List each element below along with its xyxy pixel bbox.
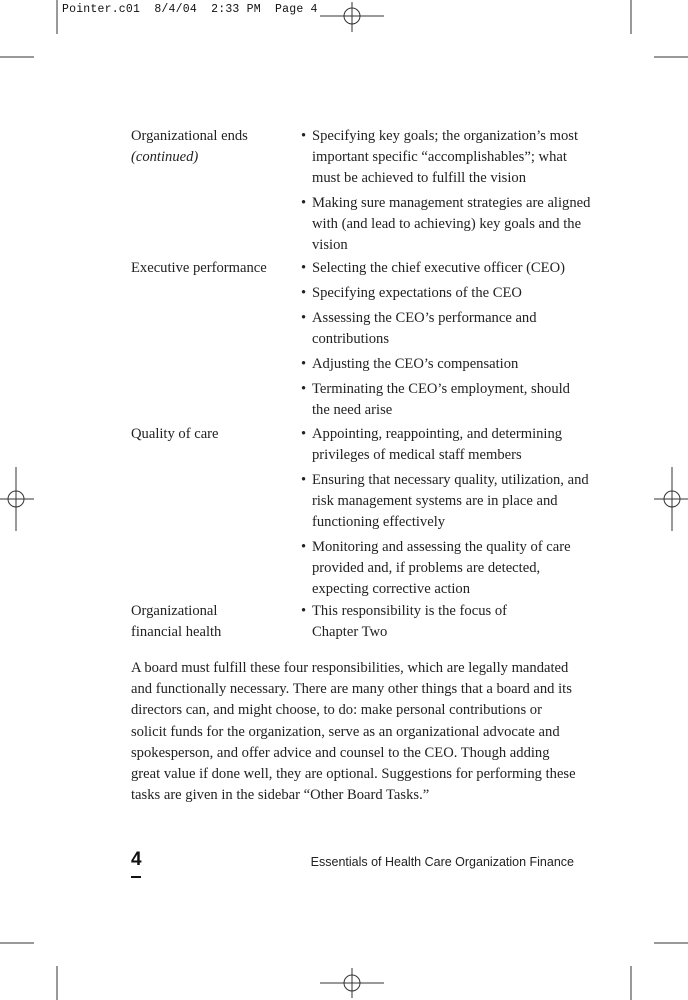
bullet-icon: • bbox=[301, 539, 307, 555]
list-item bbox=[301, 379, 591, 421]
bullet-icon: • bbox=[301, 381, 307, 397]
list-item bbox=[301, 193, 591, 256]
list-item bbox=[301, 354, 591, 375]
list-item-text: This responsibility is the focus of Chapter Two bbox=[312, 603, 507, 640]
row-label bbox=[131, 258, 296, 279]
row-label-text: Organizational financial health bbox=[131, 603, 222, 640]
bullet-list bbox=[301, 601, 591, 647]
bullet-icon: • bbox=[301, 128, 307, 144]
list-item-text: Assessing the CEO’s performance and contributions bbox=[312, 310, 537, 347]
bullet-icon: • bbox=[301, 260, 307, 276]
list-item bbox=[301, 537, 591, 600]
bullet-icon: • bbox=[301, 472, 307, 488]
list-item bbox=[301, 126, 591, 189]
bullet-icon: • bbox=[301, 285, 307, 301]
list-item-text: Making sure management strategies are aligned with (and lead to achieving) key goals and the vision bbox=[312, 195, 591, 253]
list-item bbox=[301, 258, 591, 279]
list-item bbox=[301, 601, 527, 643]
row-label bbox=[131, 126, 296, 168]
bullet-list bbox=[301, 424, 591, 604]
page-number-rule bbox=[131, 876, 141, 878]
list-item-text: Terminating the CEO’s employment, should the need arise bbox=[312, 381, 570, 418]
list-item-text: Specifying key goals; the organization’s most important specific “accomplishables”; what must be achieved to fulfill the vision bbox=[312, 128, 579, 186]
list-item-text: Ensuring that necessary quality, utilization, and risk management systems are in place and functioning effectively bbox=[312, 472, 589, 530]
list-item bbox=[301, 283, 591, 304]
list-item-text: Specifying expectations of the CEO bbox=[312, 285, 522, 301]
bullet-list bbox=[301, 258, 591, 425]
bullet-icon: • bbox=[301, 310, 307, 326]
running-title: Essentials of Health Care Organization Finance bbox=[310, 855, 574, 869]
row-label-text: Quality of care bbox=[131, 426, 219, 442]
row-label-text: Organizational ends bbox=[131, 128, 248, 144]
list-item bbox=[301, 470, 591, 533]
bullet-icon: • bbox=[301, 356, 307, 372]
list-item-text: Monitoring and assessing the quality of care provided and, if problems are detected, expecting corrective action bbox=[312, 539, 571, 597]
list-item bbox=[301, 308, 591, 350]
list-item-text: Adjusting the CEO’s compensation bbox=[312, 356, 519, 372]
registration-mark-left bbox=[0, 465, 34, 535]
row-label bbox=[131, 424, 296, 445]
list-item-text: Appointing, reappointing, and determining privileges of medical staff members bbox=[312, 426, 563, 463]
slug-line: Pointer.c01 8/4/04 2:33 PM Page 4 bbox=[62, 3, 318, 16]
body-paragraph: A board must fulfill these four responsibilities, which are legally mandated and functionally necessary. There are many other things that a board and its directors can, and might choose, to do: make personal contributions or solicit funds for the organization, serve as an organizational advocate and spokesperson, and offer advice and counsel to the CEO. Though adding great value if done well, they are optional. Suggestions for performing these tasks are given in the sidebar “Other Board Tasks.” bbox=[131, 660, 576, 804]
list-item-text: Selecting the chief executive officer (CEO) bbox=[312, 260, 565, 276]
list-item bbox=[301, 424, 591, 466]
registration-mark-bottom bbox=[318, 968, 388, 998]
registration-mark-top bbox=[318, 2, 388, 32]
row-label bbox=[131, 601, 251, 643]
row-label-continued: (continued) bbox=[131, 149, 199, 165]
row-label-text: Executive performance bbox=[131, 260, 267, 276]
registration-mark-right bbox=[654, 465, 688, 535]
bullet-icon: • bbox=[301, 603, 307, 619]
bullet-icon: • bbox=[301, 426, 307, 442]
page-number: 4 bbox=[131, 849, 142, 870]
bullet-list bbox=[301, 126, 591, 260]
bullet-icon: • bbox=[301, 195, 307, 211]
